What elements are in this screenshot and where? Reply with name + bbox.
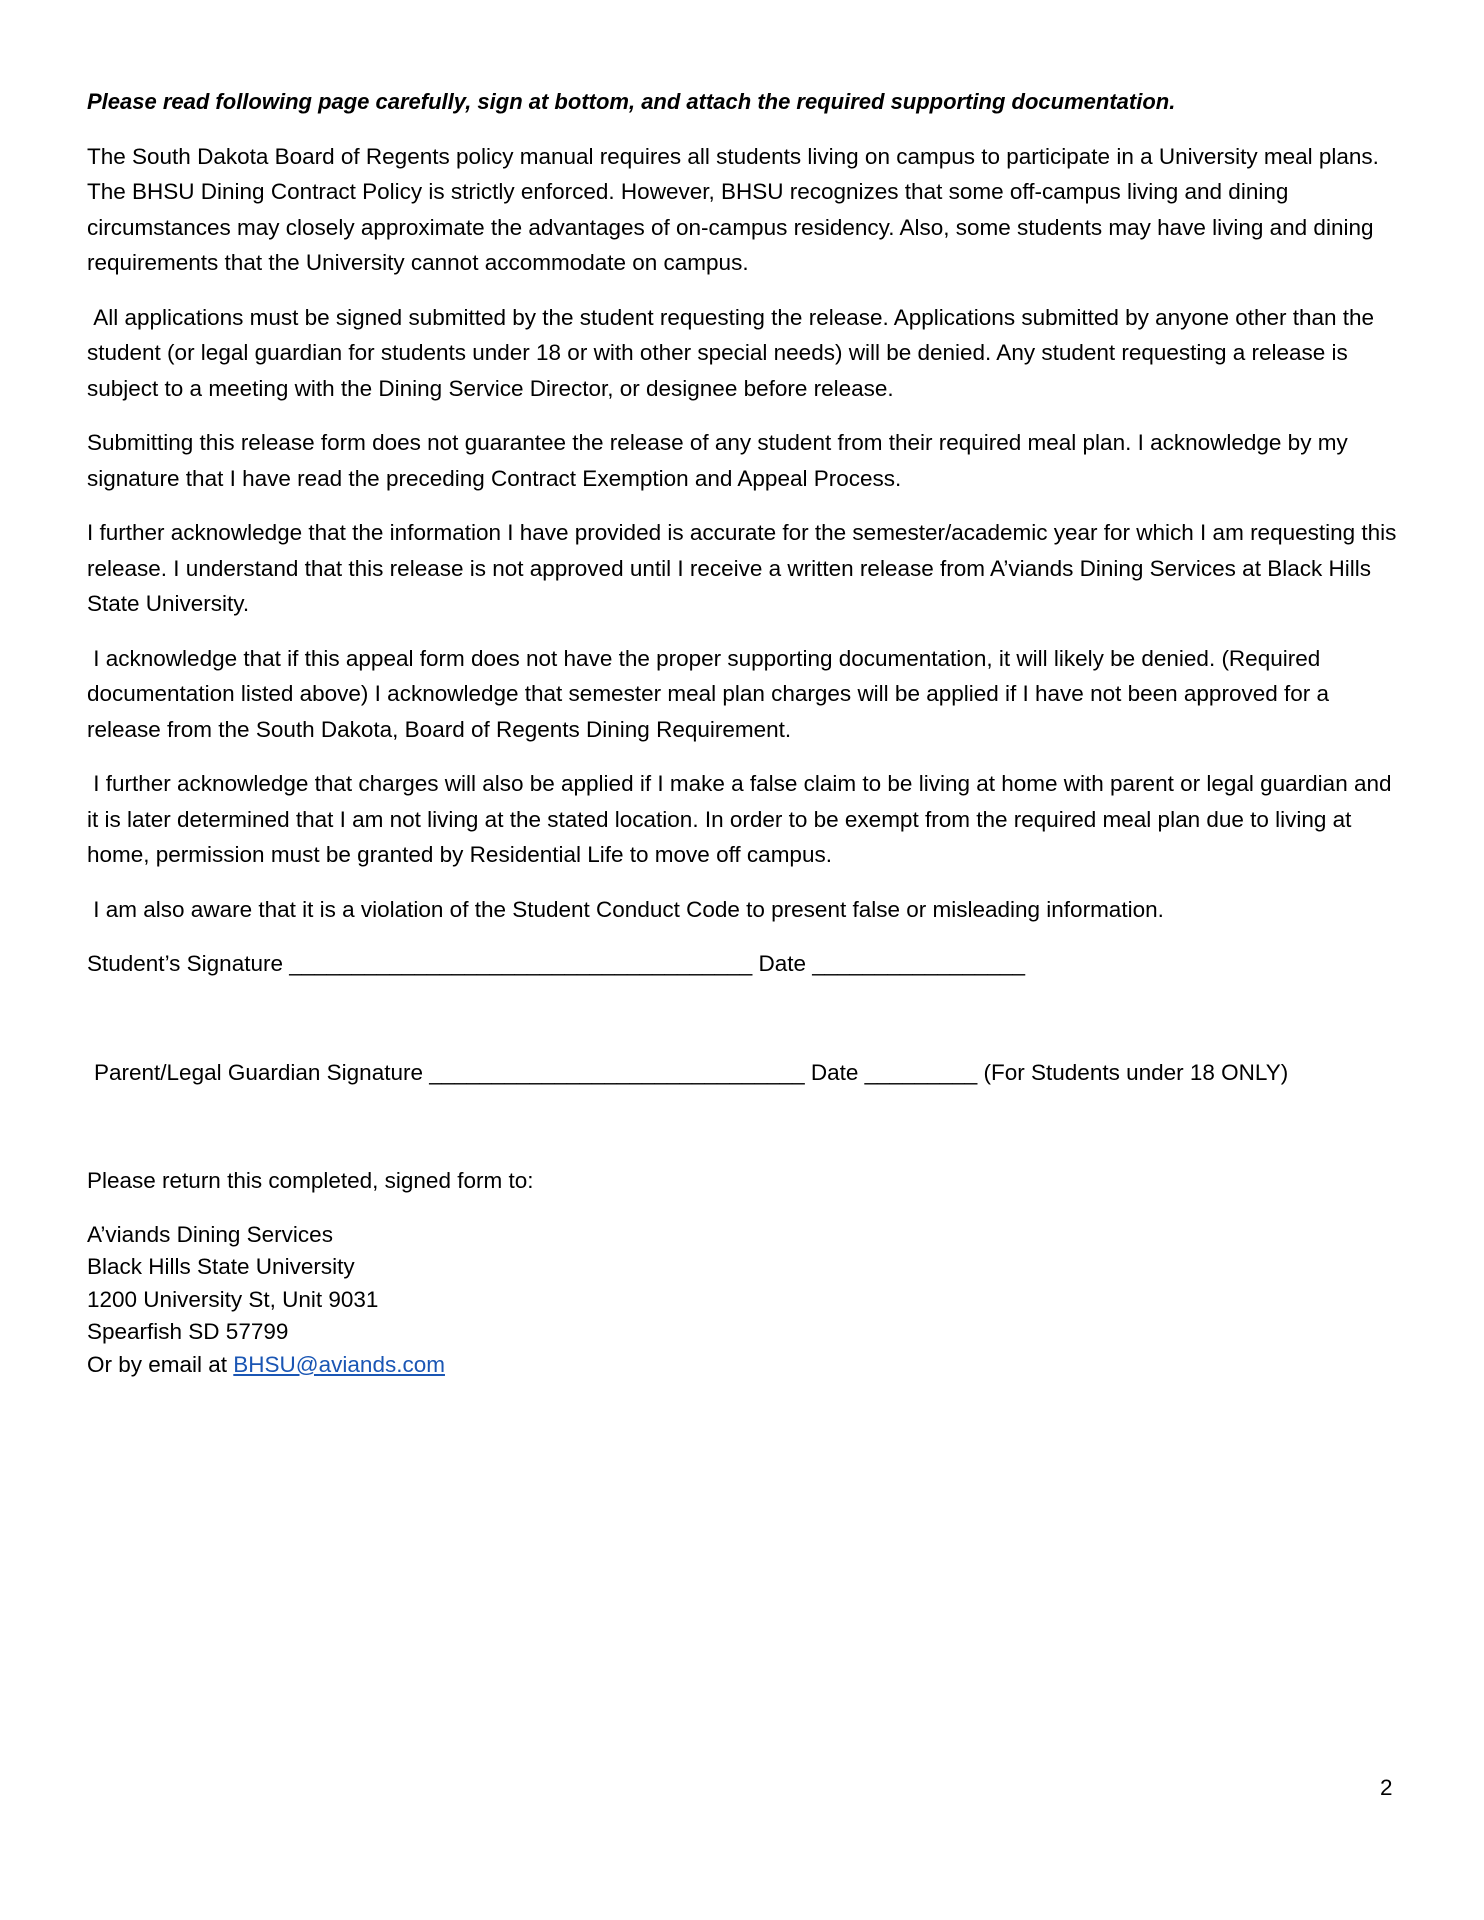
student-signature-line[interactable]: Student’s Signature _____________________________________ Date _________________ bbox=[87, 951, 1025, 976]
return-instructions: Please return this completed, signed form to: bbox=[87, 1168, 534, 1193]
page-number: 2 bbox=[1380, 1775, 1393, 1800]
email-prefix: Or by email at bbox=[87, 1351, 234, 1377]
address-university: Black Hills State University bbox=[87, 1254, 355, 1279]
return-address bbox=[87, 1219, 1407, 1382]
intro-instruction: Please read following page carefully, sign at bottom, and attach the required supporting documentation. bbox=[87, 89, 1176, 114]
address-organization: A’viands Dining Services bbox=[87, 1221, 333, 1247]
paragraph-meal-plan-policy: The South Dakota Board of Regents policy manual requires all students living on campus to participate in a University meal plans. The BHSU Dining Contract Policy is strictly enforced. However, BHSU recognizes that some off-campus living and dining circumstances may closely approximate the advantages of on-campus residency. Also, some students may have living and dining requirements that the University cannot accommodate on campus. bbox=[87, 143, 1385, 275]
address-street: 1200 University St, Unit 9031 bbox=[87, 1286, 379, 1312]
email-link[interactable]: BHSU@aviands.com bbox=[233, 1351, 445, 1377]
parent-signature-line[interactable]: Parent/Legal Guardian Signature ______________________________ Date _________ (For Students under 18 ONLY) bbox=[94, 1059, 1289, 1085]
paragraph-conduct-code: I am also aware that it is a violation of the Student Conduct Code to present false or misleading information. bbox=[87, 896, 1164, 922]
paragraph-documentation-acknowledgement: I acknowledge that if this appeal form does not have the proper supporting documentation, it will likely be denied. (Required documentation listed above) I acknowledge that semester meal plan charges will be applied if I have not been approved for a release from the South Dakota, Board of Regents Dining Requirement. bbox=[87, 645, 1336, 742]
paragraph-false-claim-acknowledgement: I further acknowledge that charges will also be applied if I make a false claim to be living at home with parent or legal guardian and it is later determined that I am not living at the stated location. In order to be exempt from the required meal plan due to living at home, permission must be granted by Residential Life to move off campus. bbox=[87, 771, 1398, 867]
paragraph-no-guarantee: Submitting this release form does not guarantee the release of any student from their required meal plan. I acknowledge by my signature that I have read the preceding Contract Exemption and Appeal Process. bbox=[87, 430, 1354, 491]
paragraph-accuracy-acknowledgement: I further acknowledge that the information I have provided is accurate for the semester/academic year for which I am requesting this release. I understand that this release is not approved until I receive a written release from A’viands Dining Services at Black Hills State University. bbox=[87, 520, 1403, 616]
address-city-state-zip: Spearfish SD 57799 bbox=[87, 1319, 289, 1344]
paragraph-application-rules: All applications must be signed submitted by the student requesting the release. Applications submitted by anyone other than the student (or legal guardian for students under 18 or with other special needs) will be denied. Any student requesting a release is subject to a meeting with the Dining Service Director, or designee before release. bbox=[87, 304, 1381, 401]
address-email-line bbox=[87, 1349, 1407, 1382]
document-body bbox=[87, 84, 1407, 1381]
